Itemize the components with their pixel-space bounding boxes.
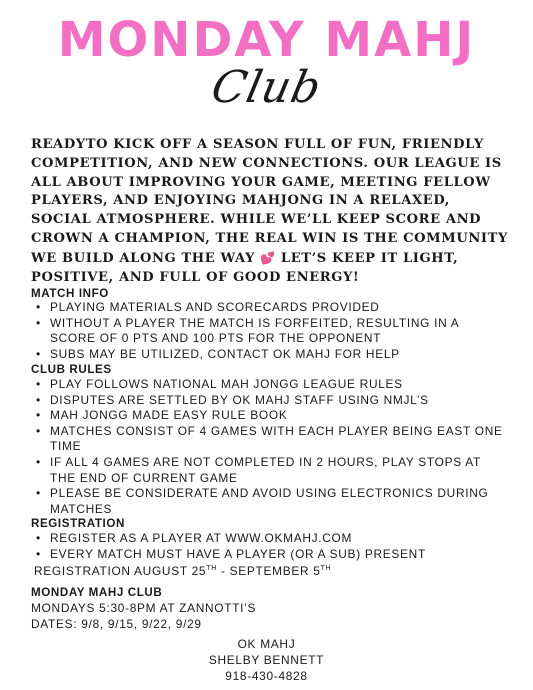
heart-icon: 💕	[260, 250, 276, 265]
list-item: • WITHOUT A PLAYER THE MATCH IS FORFEITED, RESULTING IN A SCORE OF 0 PTS AND 100 PTS FOR THE OPPONENT	[34, 316, 504, 347]
match-info-heading: MATCH INFO	[31, 287, 109, 300]
list-item: • DISPUTES ARE SETTLED BY OK MAHJ STAFF USING NMJL’S	[34, 393, 504, 409]
schedule-heading: MONDAY MAHJ CLUB	[31, 586, 163, 599]
list-item: • PLAY FOLLOWS NATIONAL MAH JONGG LEAGUE RULES	[34, 377, 504, 393]
registration-list	[34, 531, 504, 562]
list-item: • MAH JONGG MADE EASY RULE BOOK	[34, 408, 504, 424]
list-item: • PLEASE BE CONSIDERATE AND AVOID USING ELECTRONICS DURING MATCHES	[34, 486, 504, 517]
club-script-subtitle: Club	[207, 62, 327, 113]
club-rules-heading: CLUB RULES	[31, 363, 112, 376]
match-info-list	[34, 300, 504, 362]
schedule-time-location: MONDAYS 5:30-8PM AT ZANNOTTI’S	[31, 601, 257, 615]
intro-text-end: LET’S KEEP IT LIGHT, POSITIVE, AND FULL OF GOOD ENERGY!	[31, 250, 459, 285]
intro-text: READYTO KICK OFF A SEASON FULL OF FUN, FRIENDLY COMPETITION, AND NEW CONNECTIONS. OUR LEAGUE IS ALL ABOUT IMPROVING YOUR GAME, MEETING FELLOW PLAYERS, AND ENJOYING MAHJONG IN A RELAXED, SOCIAL ATMOSPHERE. WHILE WE’LL KEEP SCORE AND CROWN A CHAMPION, THE REAL WIN IS THE COMMUNITY WE BUILD ALONG THE WAY	[31, 137, 508, 266]
contact-org: OK MAHJ	[237, 637, 296, 651]
registration-dates-end: - SEPTEMBER 5	[216, 564, 321, 578]
registration-heading: REGISTRATION	[31, 517, 125, 530]
list-item: • PLAYING MATERIALS AND SCORECARDS PROVIDED	[34, 300, 504, 316]
ordinal-suffix: TH	[320, 565, 332, 572]
registration-dates-start: REGISTRATION AUGUST 25	[34, 564, 207, 578]
schedule-dates: DATES: 9/8, 9/15, 9/22, 9/29	[31, 617, 202, 631]
registration-dates	[34, 564, 331, 578]
ordinal-suffix: TH	[206, 565, 217, 572]
list-item: • REGISTER AS A PLAYER AT WWW.OKMAHJ.COM	[34, 531, 504, 547]
list-item: • IF ALL 4 GAMES ARE NOT COMPLETED IN 2 HOURS, PLAY STOPS AT THE END OF CURRENT GAME	[34, 455, 504, 486]
contact-phone: 918-430-4828	[225, 669, 308, 683]
list-item: • SUBS MAY BE UTILIZED, CONTACT OK MAHJ FOR HELP	[34, 347, 504, 363]
list-item: • MATCHES CONSIST OF 4 GAMES WITH EACH PLAYER BEING EAST ONE TIME	[34, 424, 504, 455]
club-rules-list	[34, 377, 504, 517]
list-item: • EVERY MATCH MUST HAVE A PLAYER (OR A SUB) PRESENT	[34, 547, 504, 563]
contact-name: SHELBY BENNETT	[208, 653, 325, 667]
page-title: MONDAY MAHJ	[57, 12, 476, 68]
intro-paragraph	[31, 136, 511, 287]
